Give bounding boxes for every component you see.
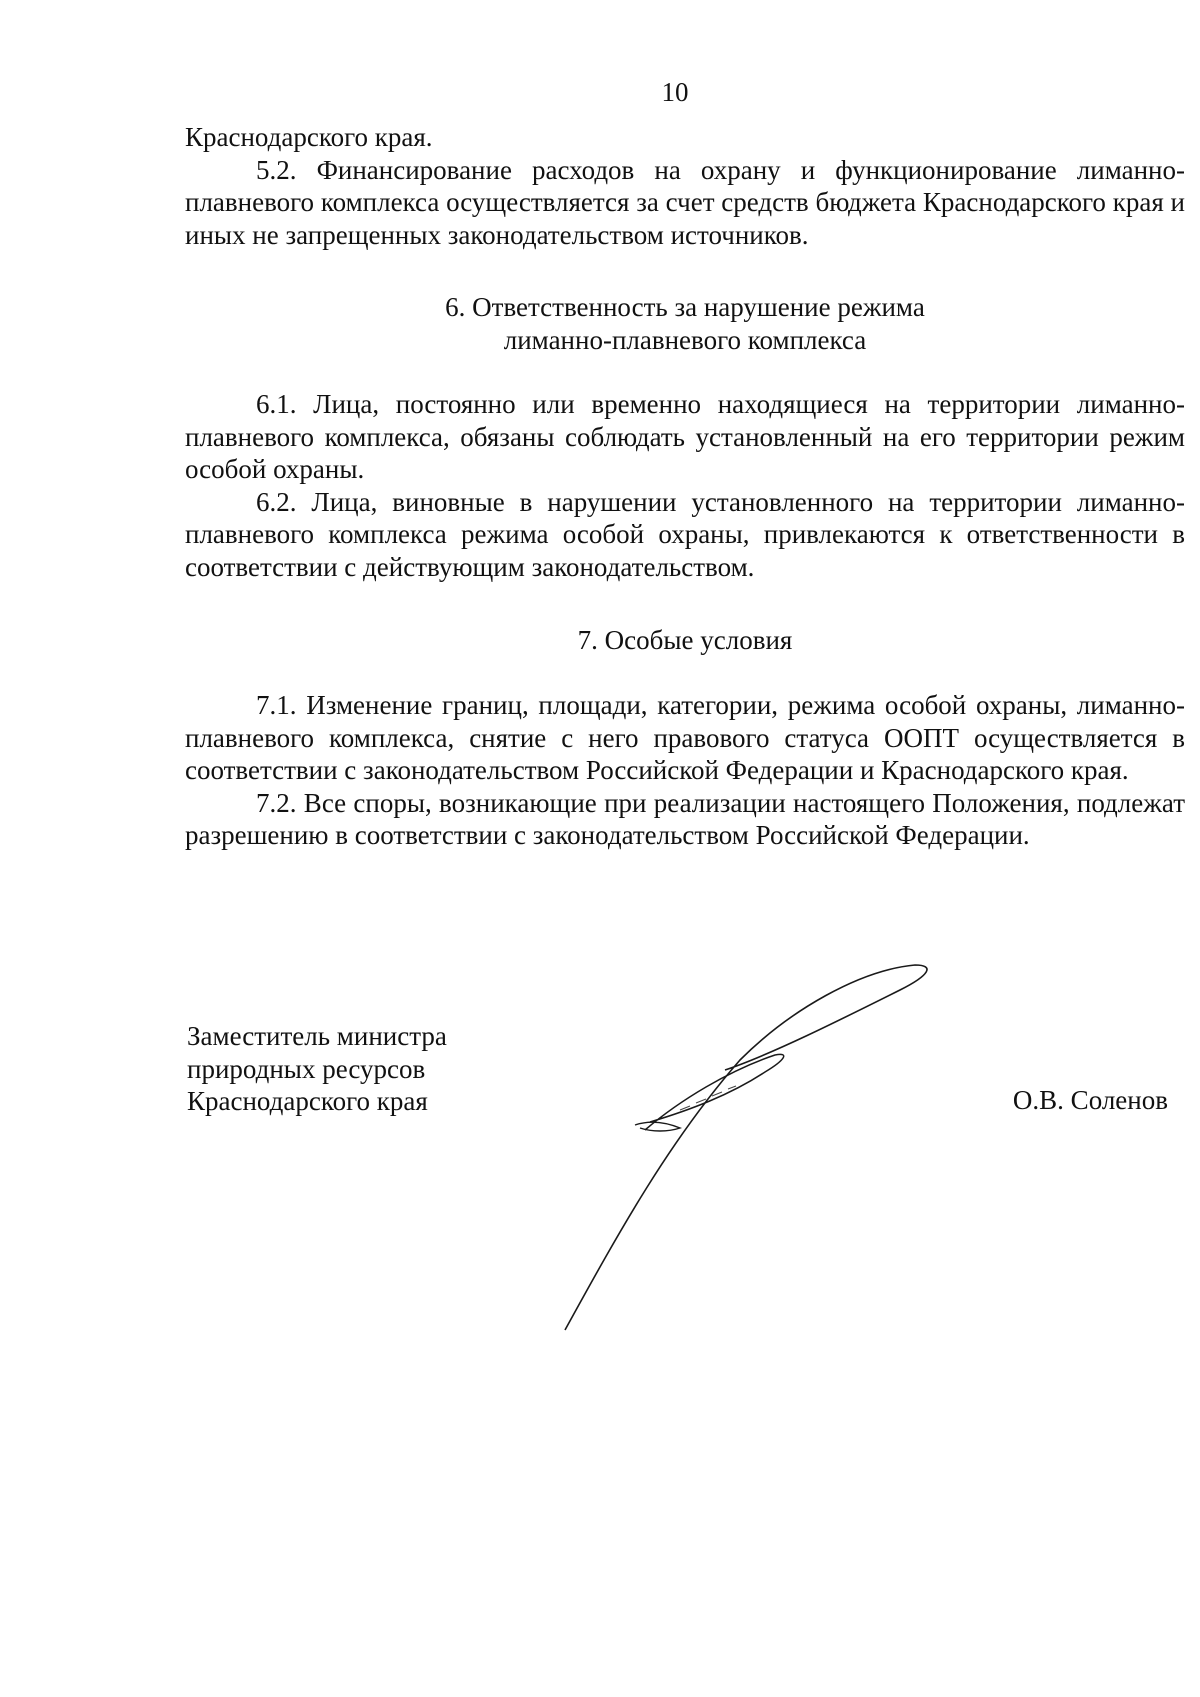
signatory-name: О.В. Соленов xyxy=(1012,1085,1168,1115)
section-7-heading xyxy=(185,624,1185,657)
paragraph-6-2: 6.2. Лица, виновные в нарушении установленного на территории лиманно-плавневого комплекса режима особой охраны, привлекаются к ответственности в соответствии с действующим законодательством. xyxy=(185,486,1185,582)
paragraph-continuation: Краснодарского края. xyxy=(185,122,433,152)
signatory-position-line1: Заместитель министра xyxy=(187,1021,447,1051)
section-5-continuation xyxy=(185,121,1185,251)
page-number: 10 xyxy=(661,77,689,107)
signatory-position-line2: природных ресурсов xyxy=(187,1053,426,1084)
section-6-heading-line1: 6. Ответственность за нарушение режима xyxy=(445,292,925,322)
paragraph-5-2: 5.2. Финансирование расходов на охрану и функционирование лиманно-плавневого комплекса осуществляется за счет средств бюджета Краснодарского края и иных не запрещенных законодательством источников. xyxy=(185,154,1185,250)
section-6-heading xyxy=(185,291,1185,356)
handwritten-signature xyxy=(540,960,940,1340)
signatory-position-line3: Краснодарского края xyxy=(187,1086,428,1116)
section-6-body xyxy=(185,388,1185,583)
section-7-body xyxy=(185,689,1185,852)
paragraph-6-1: 6.1. Лица, постоянно или временно находящиеся на территории лиманно-плавневого комплекса, обязаны соблюдать установленный на его территории режим особой охраны. xyxy=(185,389,1185,484)
paragraph-7-2: 7.2. Все споры, возникающие при реализации настоящего Положения, подлежат разрешению в соответствии с законодательством Российской Федерации. xyxy=(185,787,1185,850)
section-7-heading-text: 7. Особые условия xyxy=(577,625,793,655)
signatory-position xyxy=(187,1020,447,1118)
paragraph-7-1: 7.1. Изменение границ, площади, категории, режима особой охраны, лиманно-плавневого комплекса, снятие с него правового статуса ООПТ осуществляется в соответствии с законодательством Российской Федерации и Краснодарского края. xyxy=(185,690,1185,785)
section-6-heading-line2: лиманно-плавневого комплекса xyxy=(503,324,867,355)
